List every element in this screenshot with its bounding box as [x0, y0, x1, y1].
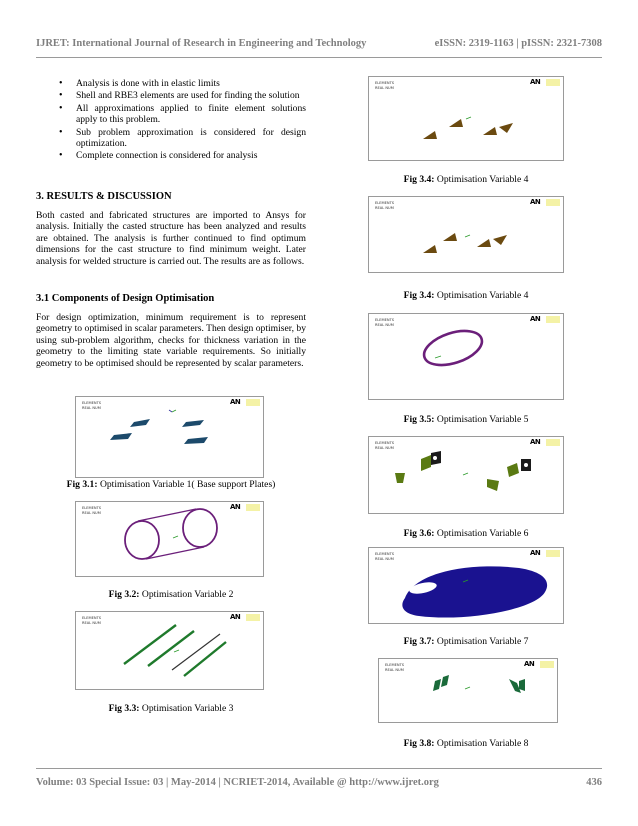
footer-rule: [36, 768, 602, 769]
figure-3-2-caption: Fig 3.2: Optimisation Variable 2: [108, 589, 234, 600]
ansys-logo: AN: [530, 316, 560, 323]
rods-drawing: [76, 612, 263, 689]
header-rule: [36, 57, 602, 58]
figure-label: ELEMENTS REAL NUM: [375, 552, 395, 561]
figure-label: ELEMENTS REAL NUM: [82, 401, 102, 410]
figure-3-8-image: [378, 658, 558, 723]
ansys-logo: AN: [530, 199, 560, 206]
figure-3-5-image: [368, 313, 564, 400]
figure-3-4a-caption: Fig 3.4: Optimisation Variable 4: [403, 174, 529, 185]
list-item: • Complete connection is considered for analysis: [36, 150, 306, 161]
figure-3-6-caption: Fig 3.6: Optimisation Variable 6: [403, 528, 529, 539]
figure-label: ELEMENTS REAL NUM: [385, 663, 405, 672]
ansys-logo: AN: [230, 399, 260, 406]
ring-drawing: [369, 314, 563, 399]
list-item: • Sub problem approximation is considered for design optimization.: [36, 127, 306, 150]
figure-3-4a-image: [368, 76, 564, 161]
ansys-logo: AN: [230, 614, 260, 621]
figure-3-7-image: [368, 547, 564, 624]
figure-3-8-caption: Fig 3.8: Optimisation Variable 8: [403, 738, 529, 749]
section-heading-components: 3.1 Components of Design Optimisation: [36, 293, 215, 304]
footer-text: Volume: 03 Special Issue: 03 | May-2014 | NCRIET-2014, Available @ http://www.ijret.org: [36, 777, 439, 788]
members-drawing: [379, 659, 557, 722]
list-item: • Analysis is done with in elastic limits: [36, 78, 306, 89]
ansys-logo: AN: [230, 504, 260, 511]
section-heading-results: 3. RESULTS & DISCUSSION: [36, 191, 172, 202]
brackets-drawing: [369, 197, 563, 272]
page-number: 436: [586, 777, 602, 788]
figure-3-1-image: [75, 396, 264, 478]
mounts-drawing: [369, 437, 563, 513]
figure-3-6-image: [368, 436, 564, 514]
ansys-logo: AN: [530, 550, 560, 557]
figure-3-4b-image: [368, 196, 564, 273]
ansys-logo: AN: [530, 79, 560, 86]
figure-label: ELEMENTS REAL NUM: [82, 506, 102, 515]
figure-3-5-caption: Fig 3.5: Optimisation Variable 5: [403, 414, 529, 425]
base-plates-drawing: [76, 397, 263, 477]
figure-3-3-caption: Fig 3.3: Optimisation Variable 3: [108, 703, 234, 714]
figure-label: ELEMENTS REAL NUM: [82, 616, 102, 625]
figure-label: ELEMENTS REAL NUM: [375, 81, 395, 90]
ansys-logo: AN: [530, 439, 560, 446]
shell-drawing: [369, 548, 563, 623]
figure-label: ELEMENTS REAL NUM: [375, 441, 395, 450]
list-item: • Shell and RBE3 elements are used for finding the solution: [36, 90, 306, 101]
figure-3-3-image: [75, 611, 264, 690]
figure-3-7-caption: Fig 3.7: Optimisation Variable 7: [403, 636, 529, 647]
ansys-logo: AN: [524, 661, 554, 668]
brackets-drawing: [369, 77, 563, 160]
list-item: • All approximations applied to finite element solutions apply to this problem.: [36, 103, 306, 126]
cylinder-rings-drawing: [76, 502, 263, 576]
figure-label: ELEMENTS REAL NUM: [375, 201, 395, 210]
journal-title: IJRET: International Journal of Research in Engineering and Technology: [36, 38, 367, 49]
assumption-list: [36, 78, 306, 163]
figure-3-2-image: [75, 501, 264, 577]
issn-info: eISSN: 2319-1163 | pISSN: 2321-7308: [434, 38, 602, 49]
figure-label: ELEMENTS REAL NUM: [375, 318, 395, 327]
figure-3-4b-caption: Fig 3.4: Optimisation Variable 4: [403, 290, 529, 301]
components-paragraph: For design optimization, minimum requirement is to represent geometry to optimised in scalar parameters. Then design optimiser, by using sub-problem algorithm, checks for thickness variation in the geometry to the limiting state variable requirements. So initially geometry to be optimised should be represented by scalar parameters.: [36, 312, 306, 369]
results-paragraph: Both casted and fabricated structures are imported to Ansys for analysis. Initially the casted structure has been analyzed and results are obtained. The analysis is further continued to find optimum dimensions for the cast structure to find minimum weight. Later analysis for welded structure is carried out. The results are as follows.: [36, 210, 306, 267]
figure-3-1-caption: Fig 3.1: Optimisation Variable 1( Base support Plates): [66, 479, 276, 490]
